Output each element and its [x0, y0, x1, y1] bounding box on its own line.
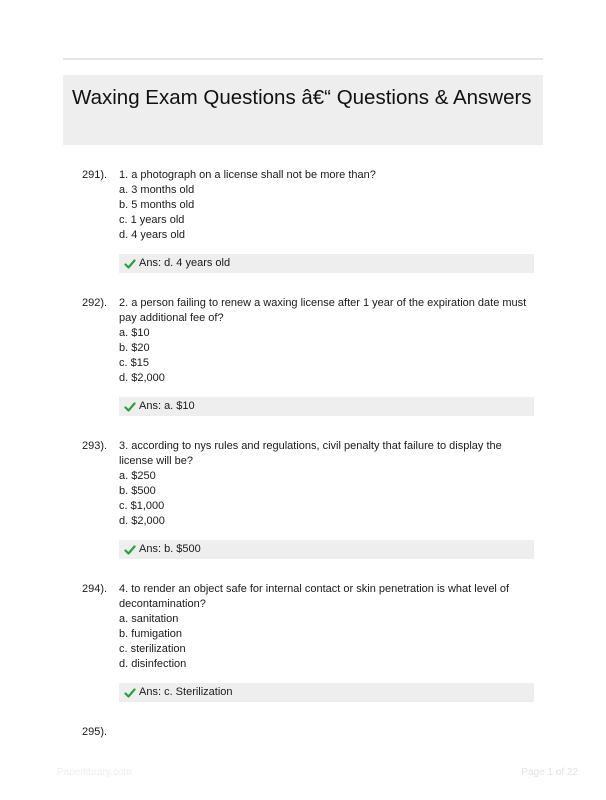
option-b: b. 5 months old: [119, 199, 195, 211]
answer-box: [119, 397, 534, 416]
check-icon: [124, 544, 136, 556]
answer-box: [119, 254, 534, 273]
page-title: Waxing Exam Questions â€“ Questions & Answers: [72, 86, 532, 109]
question-number: 292).: [82, 297, 108, 309]
answer-box: [119, 683, 534, 702]
page-indicator: Page 1 of 22: [521, 767, 578, 778]
option-d: d. $2,000: [119, 515, 165, 527]
check-icon: [124, 258, 136, 270]
question-body: [119, 168, 539, 243]
option-a: a. $250: [119, 470, 156, 482]
option-a: a. 3 months old: [119, 184, 195, 196]
check-icon: [124, 687, 136, 699]
option-d: d. $2,000: [119, 372, 165, 384]
question-number: 294).: [82, 583, 108, 595]
answer-box: [119, 540, 534, 559]
question-number: 295).: [82, 726, 108, 738]
question-body: [119, 582, 539, 672]
option-c: c. $1,000: [119, 500, 165, 512]
option-b: b. $500: [119, 485, 156, 497]
question-text: 4. to render an object safe for internal contact or skin penetration is what level of decontamination?: [119, 583, 510, 610]
question-number: 291).: [82, 169, 108, 181]
option-a: a. $10: [119, 327, 150, 339]
option-c: c. 1 years old: [119, 214, 185, 226]
option-d: d. disinfection: [119, 658, 187, 670]
title-banner: [63, 75, 543, 145]
option-a: a. sanitation: [119, 613, 179, 625]
question-text: 3. according to nys rules and regulations, civil penalty that failure to display the license will be?: [119, 440, 502, 467]
footer-site: Paperlibrary.com: [57, 767, 132, 778]
option-b: b. $20: [119, 342, 150, 354]
top-divider: [63, 58, 543, 60]
answer-text: Ans: d. 4 years old: [139, 257, 231, 269]
question-text: 1. a photograph on a license shall not be more than?: [119, 169, 376, 181]
option-c: c. $15: [119, 357, 149, 369]
question-body: [119, 296, 539, 386]
answer-text: Ans: c. Sterilization: [139, 686, 233, 698]
question-text: 2. a person failing to renew a waxing license after 1 year of the expiration date must pay additional fee of?: [119, 297, 527, 324]
check-icon: [124, 401, 136, 413]
answer-text: Ans: b. $500: [139, 543, 201, 555]
answer-text: Ans: a. $10: [139, 400, 195, 412]
option-c: c. sterilization: [119, 643, 186, 655]
option-b: b. fumigation: [119, 628, 182, 640]
option-d: d. 4 years old: [119, 229, 186, 241]
question-number: 293).: [82, 440, 108, 452]
question-body: [119, 439, 539, 529]
